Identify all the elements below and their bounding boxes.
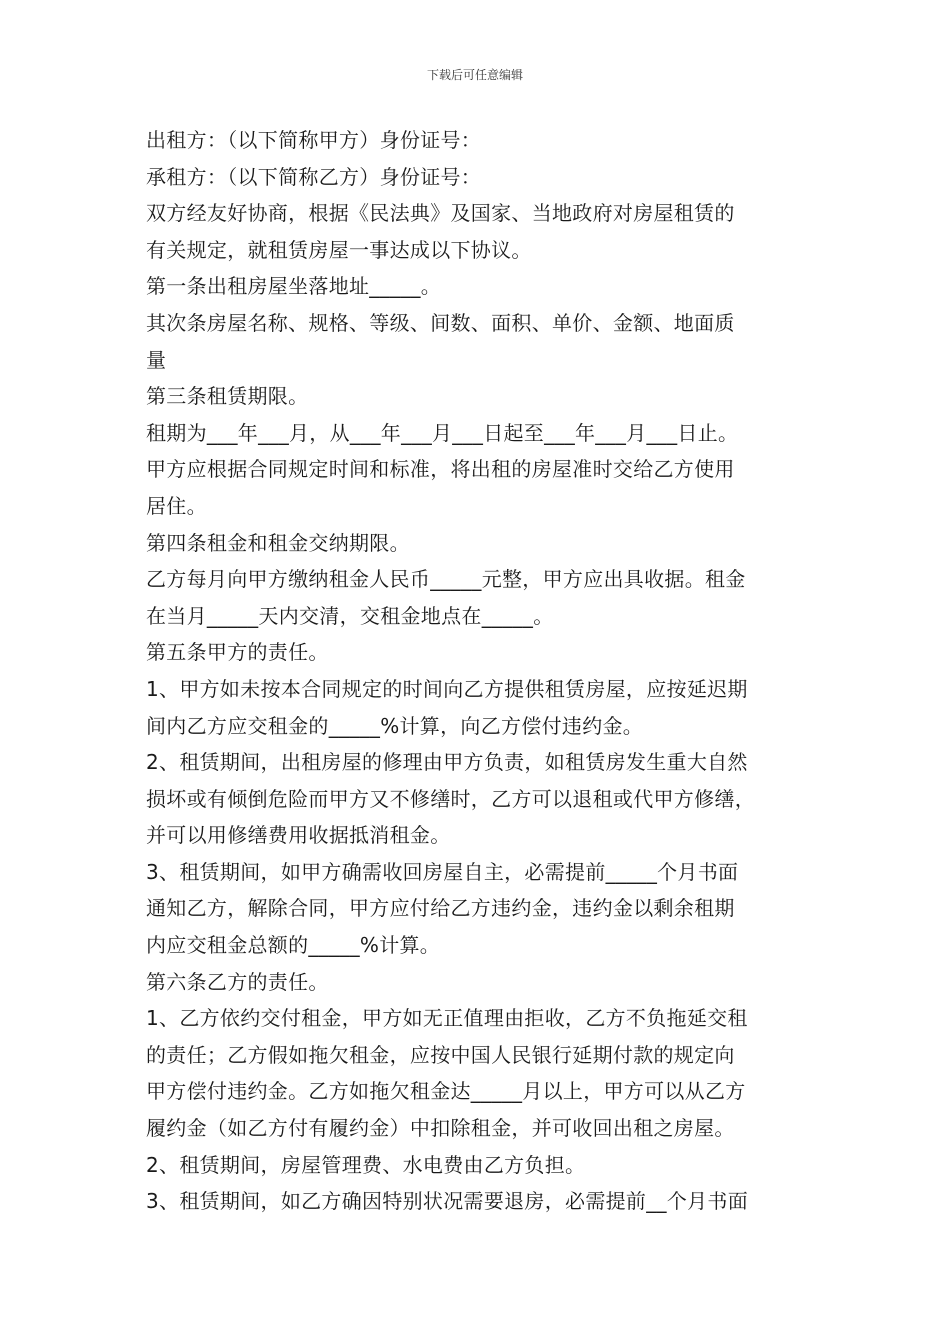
article-heading: 第四条租金和租金交纳期限。 — [146, 530, 410, 555]
article-heading: 第三条租赁期限。 — [146, 384, 309, 409]
text-line: 履约金（如乙方付有履约金）中扣除租金，并可收回出租之房屋。 — [146, 1116, 735, 1141]
text-line: 间内乙方应交租金的_____%计算，向乙方偿付违约金。 — [146, 713, 644, 738]
text-line: 1、甲方如未按本合同规定的时间向乙方提供租赁房屋，应按延迟期 — [146, 676, 748, 701]
text-line: 甲方偿付违约金。乙方如拖欠租金达_____月以上，甲方可以从乙方 — [146, 1079, 746, 1104]
text-line: 的责任；乙方假如拖欠租金，应按中国人民银行延期付款的规定向 — [146, 1042, 735, 1067]
text-line: 双方经友好协商，根据《民法典》及国家、当地政府对房屋租赁的 — [146, 201, 735, 226]
text-line: 其次条房屋名称、规格、等级、间数、面积、单价、金额、地面质 — [146, 310, 735, 335]
text-line: 2、租赁期间，房屋管理费、水电费由乙方负担。 — [146, 1152, 586, 1177]
text-line: 2、租赁期间，出租房屋的修理由甲方负责，如租赁房发生重大自然 — [146, 750, 748, 775]
text-line: 有关规定，就租赁房屋一事达成以下协议。 — [146, 237, 532, 262]
text-line: 损坏或有倾倒危险而甲方又不修缮时，乙方可以退租或代甲方修缮， — [146, 786, 755, 811]
text-line: 内应交租金总额的_____%计算。 — [146, 933, 441, 958]
text-line: 并可以用修缮费用收据抵消租金。 — [146, 823, 451, 848]
text-line: 通知乙方，解除合同，甲方应付给乙方违约金，违约金以剩余租期 — [146, 896, 735, 921]
contract-body — [146, 122, 816, 1220]
article-heading: 第五条甲方的责任。 — [146, 640, 329, 665]
text-line: 居住。 — [146, 493, 207, 518]
text-line: 甲方应根据合同规定时间和标准，将出租的房屋准时交给乙方使用 — [146, 457, 735, 482]
text-line: 租期为___年___月，从___年___月___日起至___年___月___日止。 — [146, 420, 739, 445]
text-line: 在当月_____天内交清，交租金地点在_____。 — [146, 603, 554, 628]
article-heading: 第一条出租房屋坐落地址_____。 — [146, 274, 442, 299]
text-line: 出租方：（以下简称甲方）身份证号： — [146, 128, 482, 152]
text-line: 1、乙方依约交付租金，甲方如无正值理由拒收，乙方不负拖延交租 — [146, 1006, 748, 1031]
text-line: 3、租赁期间，如甲方确需收回房屋自主，必需提前_____个月书面 — [146, 859, 739, 884]
text-line: 乙方每月向甲方缴纳租金人民币_____元整，甲方应出具收据。租金 — [146, 567, 746, 592]
text-line: 承租方：（以下简称乙方）身份证号： — [146, 164, 482, 189]
article-heading: 第六条乙方的责任。 — [146, 969, 329, 994]
page-header: 下载后可任意编辑 — [426, 68, 523, 82]
text-line: 3、租赁期间，如乙方确因特别状况需要退房，必需提前__个月书面 — [146, 1189, 749, 1214]
text-line: 量 — [146, 347, 167, 372]
